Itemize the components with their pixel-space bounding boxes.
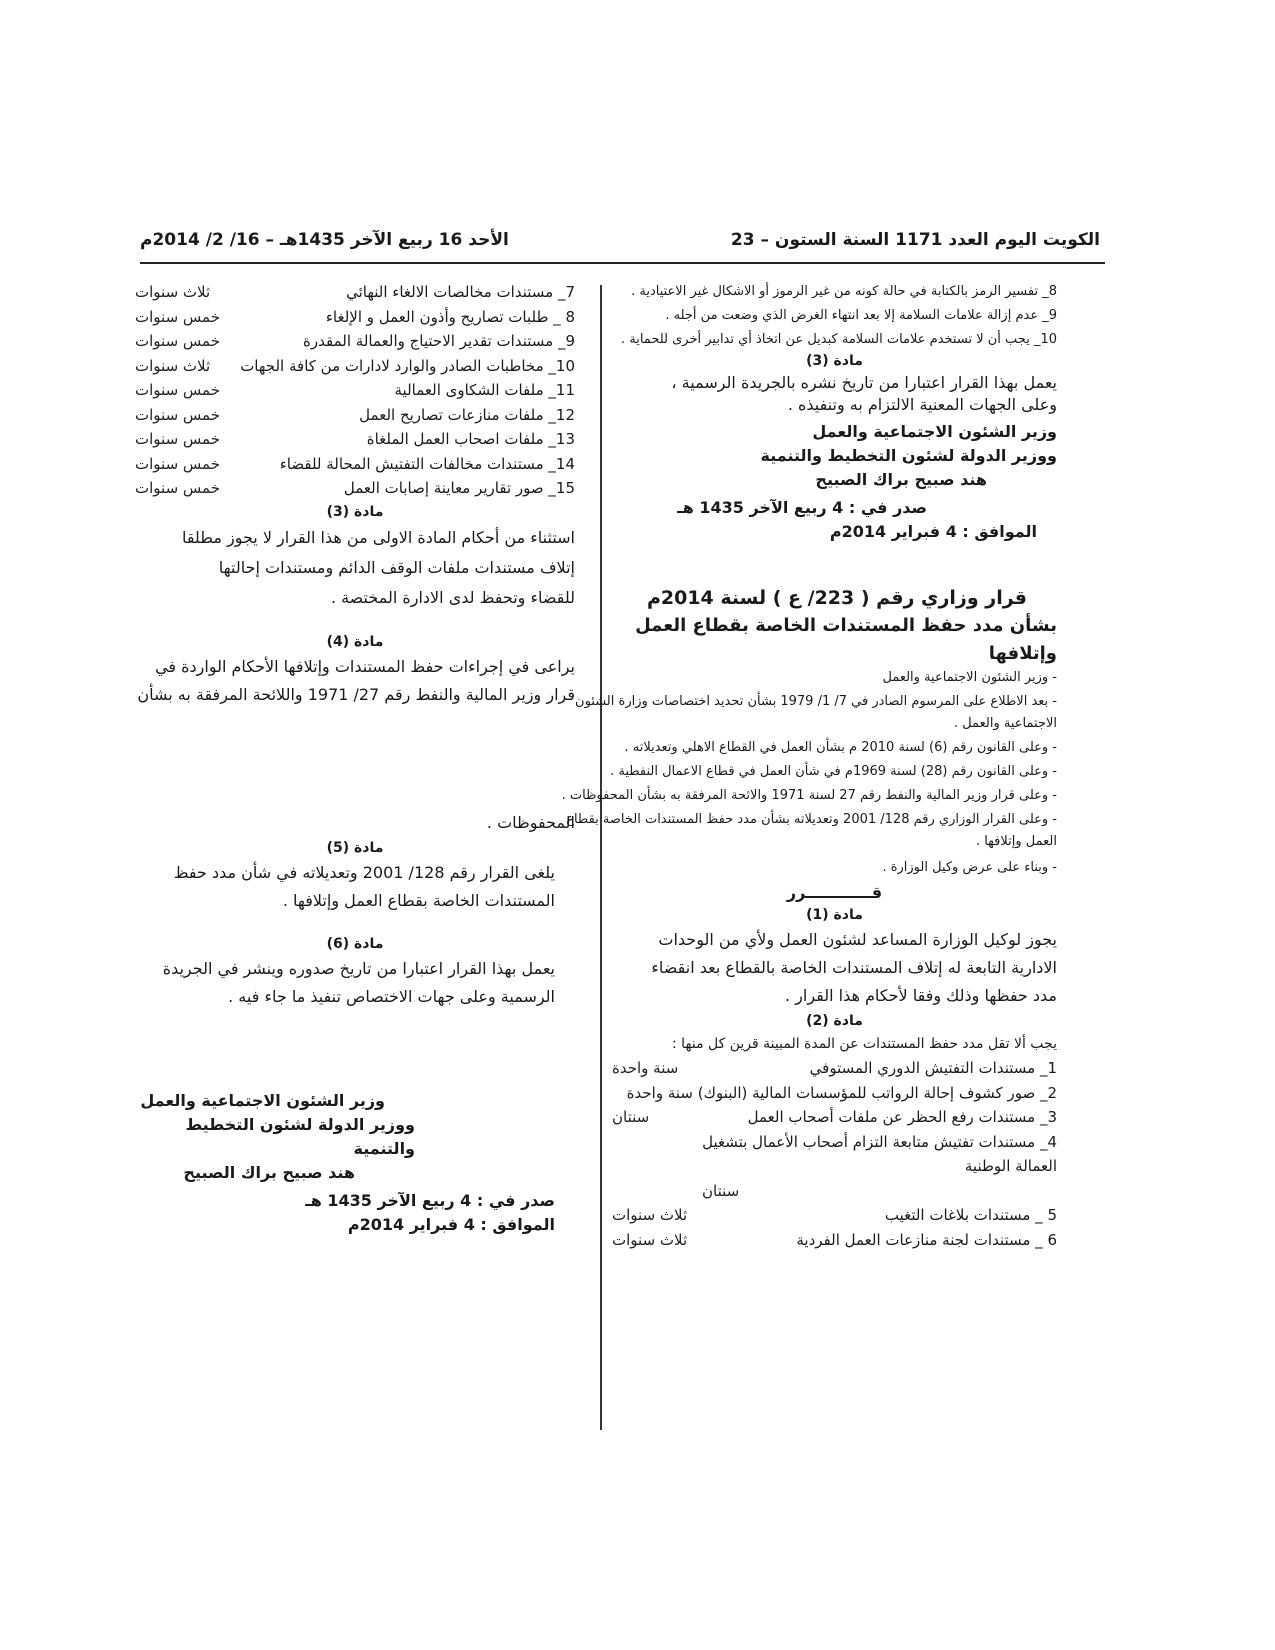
preamble-line: الاجتماعية والعمل .: [954, 716, 1057, 731]
retention-row: [612, 1228, 1057, 1253]
retention-row: [612, 1203, 1057, 1228]
article-heading: مادة (2): [806, 1013, 863, 1029]
header-date: الأحد 16 ربيع الآخر 1435هـ – 16/ 2/ 2014م: [140, 230, 509, 250]
signature-title: وزير الشئون الاجتماعية والعمل: [812, 422, 1057, 441]
paragraph-line: يعمل بهذا القرار اعتبارا من تاريخ نشره بالجريدة الرسمية ،: [671, 373, 1057, 392]
gregorian-date: الموافق : 4 فبراير 2014م: [347, 1214, 555, 1234]
retention-duration: ثلاث سنوات: [135, 356, 211, 375]
retention-duration: خمس سنوات: [135, 479, 220, 497]
preamble-line: - وزير الشئون الاجتماعية والعمل: [882, 670, 1057, 685]
paragraph-line: استثناء من أحكام المادة الاولى من هذا القرار لا يجوز مطلقا: [181, 527, 575, 547]
retention-duration: ثلاث سنوات: [612, 1230, 688, 1249]
paragraph-line: الرسمية وعلى جهات الاختصاص تنفيذ ما جاء فيه .: [228, 986, 555, 1006]
retention-doc: 6 _ مستندات لجنة منازعات العمل الفردية: [796, 1230, 1057, 1249]
issue-date: صدر في : 4 ربيع الآخر 1435 هـ: [677, 498, 927, 517]
retention-doc: 4_ مستندات تفتيش متابعة التزام أصحاب الأعمال بتشغيل: [702, 1132, 1057, 1151]
retention-duration: سنتان: [612, 1108, 650, 1126]
paragraph-line: المحفوظات .: [486, 812, 575, 832]
retention-doc: 10_ مخاطبات الصادر والوارد لادارات من كافة الجهات: [240, 356, 575, 375]
retention-row: [135, 354, 575, 379]
paragraph-line: يراعى في إجراءات حفظ المستندات وإتلافها الأحكام الواردة في: [155, 656, 575, 676]
retention-row: [135, 403, 575, 428]
paragraph-line: وعلى الجهات المعنية الالتزام به وتنفيذه .: [787, 395, 1057, 414]
decides-heading: قــــــــــــرر: [786, 883, 883, 902]
header-rule: [140, 262, 1105, 264]
paragraph-line: يجب ألا تقل مدد حفظ المستندات عن المدة المبينة قرين كل منها :: [671, 1036, 1057, 1052]
retention-doc: العمالة الوطنية: [964, 1157, 1057, 1175]
gregorian-date: الموافق : 4 فبراير 2014م: [829, 522, 1037, 541]
retention-doc: 12_ ملفات منازعات تصاريح العمل: [359, 405, 575, 424]
retention-row: [135, 476, 575, 501]
right-column: [561, 282, 1057, 1252]
retention-doc: 11_ ملفات الشكاوى العمالية: [394, 381, 575, 399]
paragraph-line: مدد حفظها وذلك وفقا لأحكام هذا القرار .: [784, 986, 1057, 1005]
header-issue: الكويت اليوم العدد 1171 السنة الستون – 23: [730, 230, 1100, 250]
retention-duration: خمس سنوات: [135, 454, 220, 473]
list-item: 8_ تفسير الرمز بالكتابة في حالة كونه من غير الرموز أو الاشكال غير الاعتيادية .: [631, 284, 1057, 299]
left-column: [135, 280, 575, 1237]
page-header: [140, 230, 1100, 260]
paragraph-line: المستندات الخاصة بقطاع العمل وإتلافها .: [282, 890, 555, 910]
paragraph-line: قرار وزير المالية والنفط رقم 27/ 1971 واللائحة المرفقة به بشأن: [137, 684, 575, 704]
retention-doc: 8 _ طلبات تصاريح وأذون العمل و الإلغاء: [325, 307, 575, 326]
retention-duration: خمس سنوات: [135, 405, 220, 424]
decree-subject: بشأن مدد حفظ المستندات الخاصة بقطاع العمل وإتلافها: [635, 615, 1057, 664]
paragraph-line: الادارية التابعة له إتلاف المستندات الخاصة بالقطاع بعد انقضاء: [651, 958, 1057, 977]
paragraph-line: يعمل بهذا القرار اعتبارا من تاريخ صدوره وينشر في الجريدة: [162, 958, 555, 978]
retention-row: [135, 329, 575, 354]
retention-doc: 15_ صور تقارير معاينة إصابات العمل: [343, 479, 575, 497]
signature-title: ووزير الدولة لشئون التخطيط والتنمية: [185, 1114, 415, 1158]
retention-duration: ثلاث سنوات: [135, 283, 211, 301]
preamble-line: - وبناء على عرض وكيل الوزارة .: [882, 860, 1057, 875]
article-heading: مادة (1): [806, 907, 863, 923]
retention-doc: 7_ مستندات مخالصات الالغاء النهائي: [346, 283, 575, 301]
retention-row: [135, 305, 575, 330]
retention-duration: خمس سنوات: [135, 307, 220, 326]
column-divider: [600, 285, 602, 1430]
decree-title: قرار وزاري رقم ( 223/ ع ) لسنة 2014م: [646, 587, 1027, 609]
issue-date: صدر في : 4 ربيع الآخر 1435 هـ: [305, 1190, 555, 1210]
signature-title: ووزير الدولة لشئون التخطيط والتنمية: [760, 446, 1057, 465]
preamble-line: - وعلى القانون رقم (28) لسنة 1969م في شأن العمل في قطاع الاعمال النفطية .: [610, 764, 1057, 779]
preamble-line: - وعلى قرار وزير المالية والنفط رقم 27 لسنة 1971 والاثحة المرفقة به بشأن المحفوظات .: [561, 788, 1057, 803]
retention-duration: خمس سنوات: [135, 332, 220, 350]
retention-row: [612, 1105, 1057, 1130]
article-heading: مادة (4): [326, 633, 384, 650]
paragraph-line: إتلاف مستندات ملفات الوقف الدائم ومستندات إحالتها: [218, 557, 575, 577]
retention-doc: 3_ مستندات رفع الحظر عن ملفات أصحاب العمل: [747, 1108, 1057, 1126]
retention-doc: 2_ صور كشوف إحالة الرواتب للمؤسسات المالية (البنوك) سنة واحدة: [626, 1083, 1057, 1102]
article-heading: مادة (5): [326, 839, 384, 856]
retention-row: [612, 1179, 1057, 1204]
retention-duration: سنة واحدة: [612, 1059, 679, 1077]
paragraph-line: للقضاء وتحفظ لدى الادارة المختصة .: [330, 587, 575, 607]
article-heading: مادة (6): [326, 935, 384, 952]
retention-row: [135, 280, 575, 305]
article-heading: مادة (3): [806, 353, 863, 369]
retention-doc: 13_ ملفات اصحاب العمل الملغاة: [366, 430, 575, 448]
retention-row: [612, 1154, 1057, 1179]
list-item: 9_ عدم إزالة علامات السلامة إلا بعد انتهاء الغرض الذي وضعت من أجله .: [665, 308, 1057, 323]
retention-duration: خمس سنوات: [135, 430, 220, 448]
retention-duration: ثلاث سنوات: [612, 1206, 688, 1224]
retention-row: [612, 1130, 1057, 1155]
retention-doc: 5 _ مستندات بلاغات التغيب: [884, 1206, 1057, 1224]
paragraph-line: يجوز لوكيل الوزارة المساعد لشئون العمل ولأي من الوحدات: [658, 930, 1057, 949]
retention-row: [612, 1056, 1057, 1081]
retention-doc: 14_ مستندات مخالفات التفتيش المحالة للقضاء: [279, 454, 575, 473]
retention-duration: سنتان: [702, 1181, 740, 1200]
retention-duration: خمس سنوات: [135, 381, 220, 399]
retention-row: [135, 378, 575, 403]
retention-doc: 9_ مستندات تقدير الاحتياج والعمالة المقدرة: [303, 332, 575, 350]
preamble-line: - وعلى القرار الوزاري رقم 128/ 2001 وتعديلاته بشأن مدد حفظ المستندات الخاصة بقطاع: [566, 812, 1057, 827]
article-heading: مادة (3): [326, 503, 384, 520]
preamble-line: - وعلى القانون رقم (6) لسنة 2010 م بشأن العمل في القطاع الاهلي وتعديلاته .: [624, 740, 1057, 755]
retention-doc: 1_ مستندات التفتيش الدوري المستوفي: [809, 1059, 1057, 1077]
list-item: 10_ يجب أن لا تستخدم علامات السلامة كبديل عن اتخاذ أي تدابير أخرى للحماية .: [620, 332, 1057, 347]
signature-name: هند صبيح براك الصبيح: [183, 1162, 355, 1182]
retention-row: [135, 427, 575, 452]
preamble-line: العمل وإتلافها .: [975, 834, 1057, 849]
paragraph-line: يلغى القرار رقم 128/ 2001 وتعديلاته في شأن مدد حفظ: [173, 862, 555, 882]
signature-title: وزير الشئون الاجتماعية والعمل: [140, 1090, 385, 1110]
retention-row: [612, 1081, 1057, 1106]
signature-name: هند صبيح براك الصبيح: [815, 470, 987, 489]
retention-row: [135, 452, 575, 477]
preamble-line: - بعد الاطلاع على المرسوم الصادر في 7/ 1/ 1979 بشأن تحديد اختصاصات وزارة الشئون: [575, 694, 1057, 709]
